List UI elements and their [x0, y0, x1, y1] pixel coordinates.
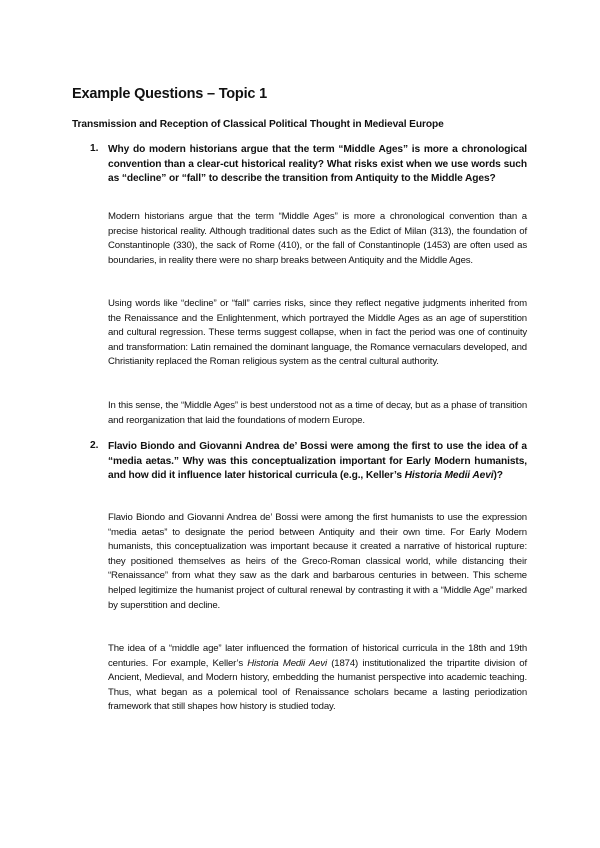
- page-subtitle: Transmission and Reception of Classical Political Thought in Medieval Europe: [72, 119, 444, 130]
- answer-2-paragraph-2-start: The idea of a “middle age” later influenced the formation of historical curricula in the 18th and 19th centuries. For example, Keller’s: [108, 643, 527, 669]
- answer-2-paragraph-1: Flavio Biondo and Giovanni Andrea de’ Bossi were among the first humanists to use the expression “media aetas” to designate the period between Antiquity and their own time. For Early Modern humanists, this conceptualization was important because it created a narrative of historical rupture: they positioned themselves as heirs of the Greco-Roman classical world, while distancing their “Renaissance” from what they saw as the dark and barbarous centuries in between. This scheme helped legitimize the humanist project of cultural renewal by contrasting it with a “Middle Age” marked by superstition and decline.: [108, 512, 527, 611]
- answer-2-paragraph-2: [108, 642, 527, 715]
- question-2-text-start: Flavio Biondo and Giovanni Andrea de’ Bossi were among the first to use the idea of a “media aetas.” Why was this conceptualization important for Early Modern humanists, and how did it influence later historical curricula (e.g., Keller’s: [108, 441, 527, 482]
- answer-1-paragraph-1: Modern historians argue that the term “Middle Ages” is more a chronological convention than a precise historical reality. Although traditional dates such as the Edict of Milan (313), the foundation of Constantinople (330), the sack of Rome (410), or the fall of Constantinople (1453) are often used as boundaries, in reality there were no sharp breaks between Antiquity and the Middle Ages.: [108, 211, 527, 266]
- answer-1-paragraph-2: Using words like “decline” or “fall” carries risks, since they reflect negative judgments inherited from the Renaissance and the Enlightenment, which portrayed the Middle Ages as an age of superstition and cultural regression. These terms suggest collapse, when in fact the period was one of continuity and transformation: Latin remained the dominant language, the Romance vernaculars developed, and Christianity replaced the Roman religious system as the central cultural authority.: [108, 298, 527, 368]
- question-number-2: 2.: [90, 440, 99, 451]
- question-number-1: 1.: [90, 143, 99, 154]
- answer-2-italic-title: Historia Medii Aevi: [247, 657, 327, 669]
- answer-1-paragraph-3: In this sense, the “Middle Ages” is best understood not as a time of decay, but as a phase of transition and reorganization that laid the foundations of modern Europe.: [108, 400, 527, 426]
- question-2-text: [108, 440, 527, 484]
- question-1-text: Why do modern historians argue that the term “Middle Ages” is more a chronological convention than a clear-cut historical reality? What risks exist when we use words such as “decline” or “fall” to describe the transition from Antiquity to the Middle Ages?: [108, 144, 527, 185]
- page-title: Example Questions – Topic 1: [72, 86, 267, 102]
- answer-2-paragraph-2-end: (1874) institutionalized the tripartite division of Ancient, Medieval, and Modern history, embedding the humanist perspective into academic teaching. Thus, what began as a polemical tool of Renaissance scholars became a lasting periodization framework that still shapes how history is studied today.: [108, 657, 528, 713]
- question-2-italic-title: Historia Medii Aevi: [404, 470, 494, 482]
- question-2-text-end: )?: [493, 470, 503, 482]
